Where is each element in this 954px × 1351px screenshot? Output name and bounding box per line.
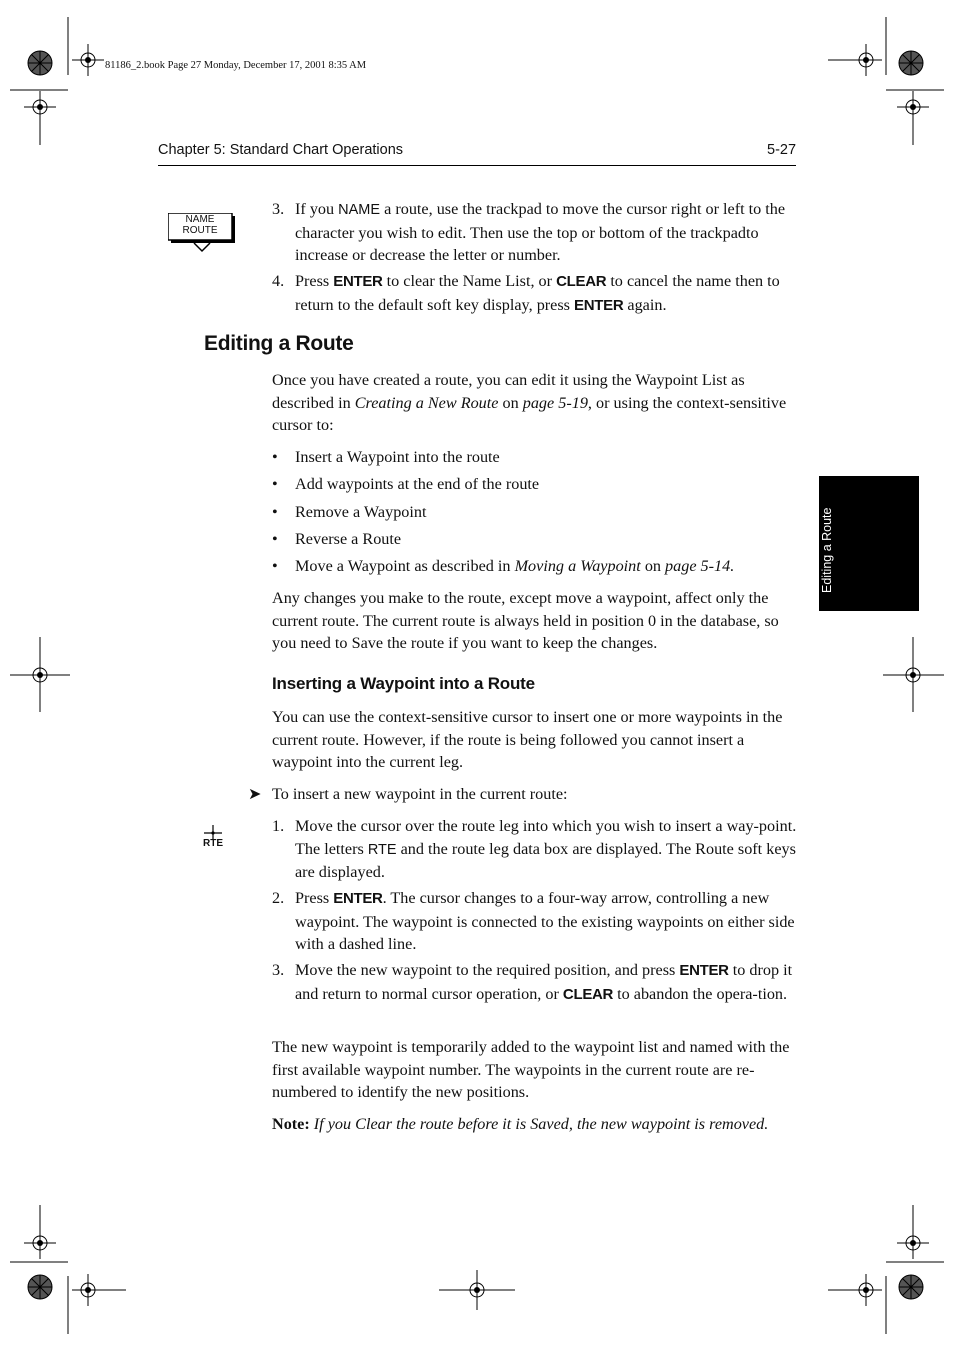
registration-target-icon [72,1274,104,1306]
registration-star-icon [899,1275,923,1299]
rte-cursor-icon [200,824,230,852]
task-statement: To insert a new waypoint in the current route: [272,785,568,803]
section-intro: Once you have created a route, you can edit it using the Waypoint List as described in Creating a New Route on page 5-19, or using the context-sensitive cursor to: [272,371,787,435]
name-route-line2: ROUTE [182,224,218,236]
step-number: 4. [272,272,285,290]
note-text: If you Clear the route before it is Saved, the new waypoint is removed. [309,1115,769,1133]
step-text: Press ENTER to clear the Name List, or CLEAR to cancel the name then to return to the default soft key display, press ENTER again. [295,272,780,314]
step-number: 2. [272,889,285,907]
list-item: • Remove a Waypoint [272,503,427,521]
step-text: Press ENTER. The cursor changes to a four-way arrow, controlling a new waypoint. The waypoint is connected to the existing waypoints on either side with a dashed line. [295,889,795,954]
cross-reference: Creating a New Route [354,393,499,412]
print-banner: 81186_2.book Page 27 Monday, December 17, 2001 8:35 AM [105,60,367,71]
step-number: 3. [272,961,285,979]
cross-reference: Moving a Waypoint [514,557,641,575]
page-reference: page 5-14. [665,557,735,575]
registration-target-icon [24,91,56,123]
note [272,1113,798,1136]
step-number: 3. [272,200,285,218]
subsection-intro: You can use the context-sensitive cursor to insert one or more waypoints in the current route. However, if the route is being followed you cannot insert a waypoint into the current leg. [272,708,783,772]
changes-paragraph: Any changes you make to the route, except move a waypoint, affect only the current route. The current route is always held in position 0 in the database, so you need to Save the route if you want to keep the changes. [272,589,779,653]
page-reference: page 5-19 [522,393,588,412]
note-label: Note: [272,1115,310,1133]
running-head: Chapter 5: Standard Chart Operations [158,142,404,158]
registration-star-icon [899,51,923,75]
list-item: • Move a Waypoint as described in Moving a Waypoint on page 5-14. [272,557,735,575]
step-text: Move the cursor over the route leg into which you wish to insert a way-point. The letters RTE and the route leg data box are displayed. The Route soft keys are displayed. [295,817,797,882]
section-heading: Editing a Route [204,332,354,355]
rte-label: RTE [203,838,223,849]
registration-target-icon [850,44,882,76]
registration-star-icon [28,51,52,75]
side-tab [819,476,919,611]
step-number: 1. [272,817,285,835]
registration-target-icon [897,91,929,123]
list-item: • Insert a Waypoint into the route [272,448,500,466]
name-route-line1: NAME [185,214,215,225]
task-arrow-icon: ➤ [248,785,262,803]
registration-target-icon [850,1274,882,1306]
name-route-softkey-icon [168,213,238,253]
list-item: • Add waypoints at the end of the route [272,475,540,493]
subsection-heading: Inserting a Waypoint into a Route [272,674,535,693]
page-number: 5-27 [767,142,797,158]
closing-paragraph: The new waypoint is temporarily added to the waypoint list and named with the first available waypoint number. The waypoints in the current route are re-numbered to identify the new positions. [272,1038,790,1102]
list-item: • Reverse a Route [272,530,402,548]
side-tab-label: Editing a Route [820,507,834,593]
step-text: If you NAME a route, use the trackpad to move the cursor right or left to the character you wish to edit. Then use the top or bottom of the trackpadto increase or decrease the letter or number. [295,200,786,265]
registration-star-icon [28,1275,52,1299]
header-rule [158,165,796,166]
registration-target-icon [72,44,104,76]
step-text: Move the new waypoint to the required position, and press ENTER to drop it and return to normal cursor operation, or CLEAR to abandon the opera-tion. [295,961,793,1003]
